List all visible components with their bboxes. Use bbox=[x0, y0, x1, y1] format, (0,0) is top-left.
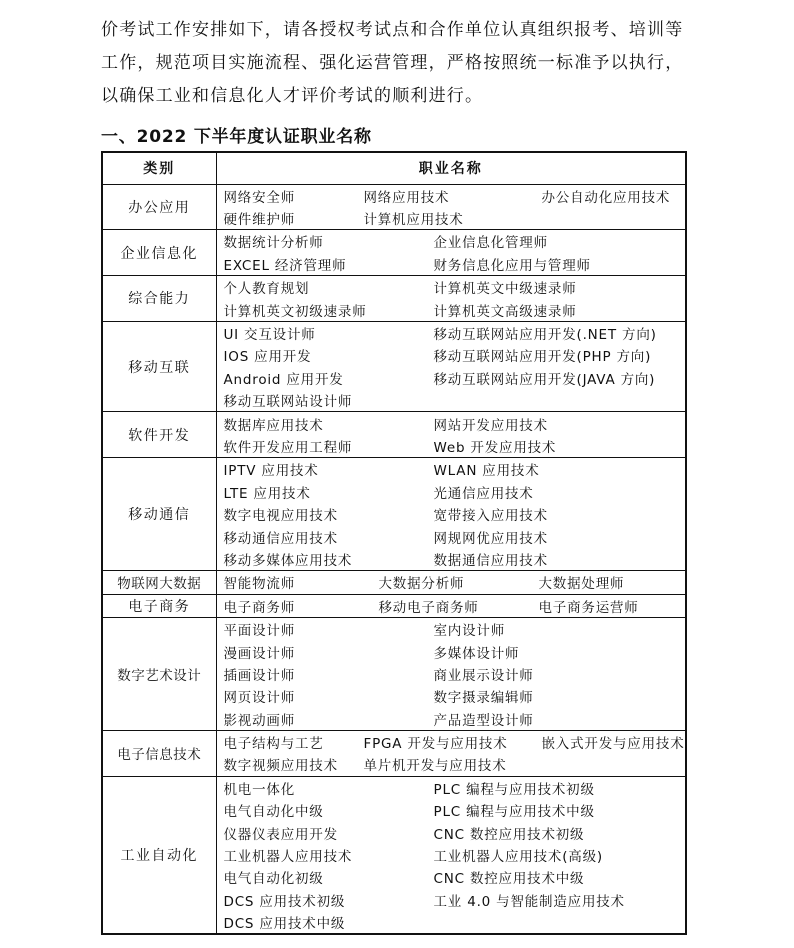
occupation-name: LTE 应用技术 bbox=[223, 485, 311, 502]
names-cell bbox=[216, 730, 686, 776]
category-cell: 移动互联 bbox=[102, 321, 216, 412]
names-line bbox=[224, 753, 686, 775]
header-category: 类别 bbox=[102, 152, 216, 184]
category-cell: 物联网大数据 bbox=[102, 571, 216, 594]
names-line bbox=[224, 185, 686, 207]
occupation-name: 数字电视应用技术 bbox=[223, 508, 338, 525]
occupation-name: 电子结构与工艺 bbox=[223, 736, 324, 753]
occupation-name: 平面设计师 bbox=[223, 623, 295, 640]
names-line bbox=[224, 344, 686, 366]
occupation-name: WLAN 应用技术 bbox=[433, 463, 540, 480]
names-line bbox=[224, 276, 686, 298]
names-line bbox=[224, 230, 686, 252]
intro-line: 价考试工作安排如下，请各授权考试点和合作单位认真组织报考、培训等 bbox=[101, 20, 684, 40]
occupation-name: 智能物流师 bbox=[223, 576, 295, 593]
table-row bbox=[102, 571, 686, 594]
names-line bbox=[224, 389, 686, 411]
names-line bbox=[224, 889, 686, 911]
occupation-name: Web 开发应用技术 bbox=[433, 439, 557, 456]
intro-line: 工作，规范项目实施流程、强化运营管理，严格按照统一标准予以执行， bbox=[101, 53, 684, 73]
section-heading: 一、2022 下半年度认证职业名称 bbox=[101, 127, 372, 147]
names-line bbox=[224, 844, 686, 866]
names-line bbox=[224, 618, 686, 640]
occupation-name: IOS 应用开发 bbox=[223, 349, 312, 366]
category-cell: 移动通信 bbox=[102, 458, 216, 571]
occupation-name: 移动电子商务师 bbox=[378, 599, 479, 616]
occupation-name: 计算机英文初级速录师 bbox=[223, 303, 367, 320]
occupation-name: 数据库应用技术 bbox=[223, 417, 324, 434]
occupation-name: 机电一体化 bbox=[223, 781, 295, 798]
occupation-name: 移动通信应用技术 bbox=[223, 530, 338, 547]
occupation-name: 移动多媒体应用技术 bbox=[223, 552, 353, 569]
occupation-name: 光通信应用技术 bbox=[433, 485, 534, 502]
intro-line: 以确保工业和信息化人才评价考试的顺利进行。 bbox=[101, 86, 484, 106]
names-line bbox=[224, 640, 686, 662]
occupation-name: 计算机英文中级速录师 bbox=[433, 281, 577, 298]
names-line bbox=[224, 685, 686, 707]
occupation-name: 电子商务师 bbox=[223, 599, 295, 616]
names-cell bbox=[216, 321, 686, 412]
occupation-name: 计算机英文高级速录师 bbox=[433, 303, 577, 320]
occupation-name: 仪器仪表应用开发 bbox=[223, 826, 338, 843]
header-names: 职业名称 bbox=[216, 152, 686, 184]
table-row bbox=[102, 730, 686, 776]
table-row bbox=[102, 184, 686, 230]
occupation-name: 大数据处理师 bbox=[538, 576, 625, 593]
names-line bbox=[224, 911, 686, 933]
occupation-name: 网络安全师 bbox=[223, 189, 295, 206]
names-line bbox=[224, 458, 686, 480]
category-cell: 办公应用 bbox=[102, 184, 216, 230]
occupation-name: PLC 编程与应用技术初级 bbox=[433, 781, 595, 798]
names-line bbox=[224, 663, 686, 685]
occupation-name: 办公自动化应用技术 bbox=[541, 189, 671, 206]
table-row bbox=[102, 230, 686, 276]
table-header-row bbox=[102, 152, 686, 184]
occupation-name: 网站开发应用技术 bbox=[433, 417, 548, 434]
occupation-name: 宽带接入应用技术 bbox=[433, 508, 548, 525]
occupation-name: 数据统计分析师 bbox=[223, 235, 324, 252]
occupation-name: 影视动画师 bbox=[223, 712, 295, 729]
occupation-name: 数字摄录编辑师 bbox=[433, 690, 534, 707]
names-cell bbox=[216, 617, 686, 730]
table-row bbox=[102, 594, 686, 617]
names-line bbox=[224, 866, 686, 888]
category-cell: 电子商务 bbox=[102, 594, 216, 617]
category-cell: 软件开发 bbox=[102, 412, 216, 458]
names-line bbox=[224, 253, 686, 275]
occupation-name: 嵌入式开发与应用技术 bbox=[541, 736, 685, 753]
occupation-name: 企业信息化管理师 bbox=[433, 235, 548, 252]
occupation-name: DCS 应用技术初级 bbox=[223, 893, 346, 910]
names-line bbox=[224, 503, 686, 525]
occupation-name: 硬件维护师 bbox=[223, 212, 295, 229]
names-cell bbox=[216, 776, 686, 934]
occupation-name: CNC 数控应用技术初级 bbox=[433, 826, 585, 843]
table-row bbox=[102, 776, 686, 934]
occupation-name: 漫画设计师 bbox=[223, 645, 295, 662]
names-line bbox=[224, 799, 686, 821]
names-line bbox=[224, 595, 686, 617]
occupation-name: Android 应用开发 bbox=[223, 371, 344, 388]
names-line bbox=[224, 298, 686, 320]
names-line bbox=[224, 525, 686, 547]
table-row bbox=[102, 617, 686, 730]
occupation-name: 产品造型设计师 bbox=[433, 712, 534, 729]
occupation-name: PLC 编程与应用技术中级 bbox=[433, 804, 595, 821]
occupation-name: DCS 应用技术中级 bbox=[223, 916, 346, 933]
occupation-name: 多媒体设计师 bbox=[433, 645, 520, 662]
names-cell bbox=[216, 594, 686, 617]
occupation-name: IPTV 应用技术 bbox=[223, 463, 319, 480]
category-cell: 综合能力 bbox=[102, 276, 216, 322]
occupation-name: 移动互联网站设计师 bbox=[223, 394, 353, 411]
occupation-name: 移动互联网站应用开发(JAVA 方向) bbox=[433, 371, 656, 388]
occupation-name: 数字视频应用技术 bbox=[223, 758, 338, 775]
occupation-name: 电气自动化初级 bbox=[223, 871, 324, 888]
occupation-name: 移动互联网站应用开发(.NET 方向) bbox=[433, 327, 657, 344]
names-line bbox=[224, 412, 686, 434]
category-cell: 工业自动化 bbox=[102, 776, 216, 934]
occupation-name: CNC 数控应用技术中级 bbox=[433, 871, 585, 888]
names-line bbox=[224, 481, 686, 503]
occupation-name: 计算机应用技术 bbox=[363, 212, 464, 229]
names-line bbox=[224, 821, 686, 843]
names-cell bbox=[216, 571, 686, 594]
occupation-name: 电气自动化中级 bbox=[223, 804, 324, 821]
names-line bbox=[224, 435, 686, 457]
occupation-name: 电子商务运营师 bbox=[538, 599, 639, 616]
table-row bbox=[102, 412, 686, 458]
occupation-name: 数据通信应用技术 bbox=[433, 552, 548, 569]
occupation-name: 财务信息化应用与管理师 bbox=[433, 257, 591, 274]
occupation-name: 网络应用技术 bbox=[363, 189, 450, 206]
occupation-name: 工业机器人应用技术(高级) bbox=[433, 849, 603, 866]
occupation-name: 个人教育规划 bbox=[223, 281, 310, 298]
names-line bbox=[224, 367, 686, 389]
table-row bbox=[102, 321, 686, 412]
occupation-name: 网规网优应用技术 bbox=[433, 530, 548, 547]
occupation-name: 软件开发应用工程师 bbox=[223, 439, 353, 456]
names-line bbox=[224, 322, 686, 344]
occupation-name: 商业展示设计师 bbox=[433, 667, 534, 684]
occupation-table bbox=[101, 151, 687, 935]
category-cell: 电子信息技术 bbox=[102, 730, 216, 776]
occupation-name: EXCEL 经济管理师 bbox=[223, 257, 347, 274]
names-cell bbox=[216, 230, 686, 276]
table-row bbox=[102, 276, 686, 322]
names-line bbox=[224, 571, 686, 593]
occupation-name: 工业 4.0 与智能制造应用技术 bbox=[433, 893, 625, 910]
category-cell: 企业信息化 bbox=[102, 230, 216, 276]
occupation-name: 室内设计师 bbox=[433, 623, 505, 640]
names-cell bbox=[216, 458, 686, 571]
names-cell bbox=[216, 276, 686, 322]
names-line bbox=[224, 777, 686, 799]
names-line bbox=[224, 548, 686, 570]
occupation-name: FPGA 开发与应用技术 bbox=[363, 736, 508, 753]
occupation-name: UI 交互设计师 bbox=[223, 327, 316, 344]
table-row bbox=[102, 458, 686, 571]
occupation-name: 插画设计师 bbox=[223, 667, 295, 684]
occupation-name: 移动互联网站应用开发(PHP 方向) bbox=[433, 349, 652, 366]
names-line bbox=[224, 707, 686, 729]
intro-paragraph bbox=[101, 14, 701, 113]
names-line bbox=[224, 207, 686, 229]
names-cell bbox=[216, 412, 686, 458]
occupation-name: 工业机器人应用技术 bbox=[223, 849, 353, 866]
names-line bbox=[224, 731, 686, 753]
occupation-name: 大数据分析师 bbox=[378, 576, 465, 593]
category-cell: 数字艺术设计 bbox=[102, 617, 216, 730]
occupation-name: 网页设计师 bbox=[223, 690, 295, 707]
occupation-name: 单片机开发与应用技术 bbox=[363, 758, 507, 775]
names-cell bbox=[216, 184, 686, 230]
